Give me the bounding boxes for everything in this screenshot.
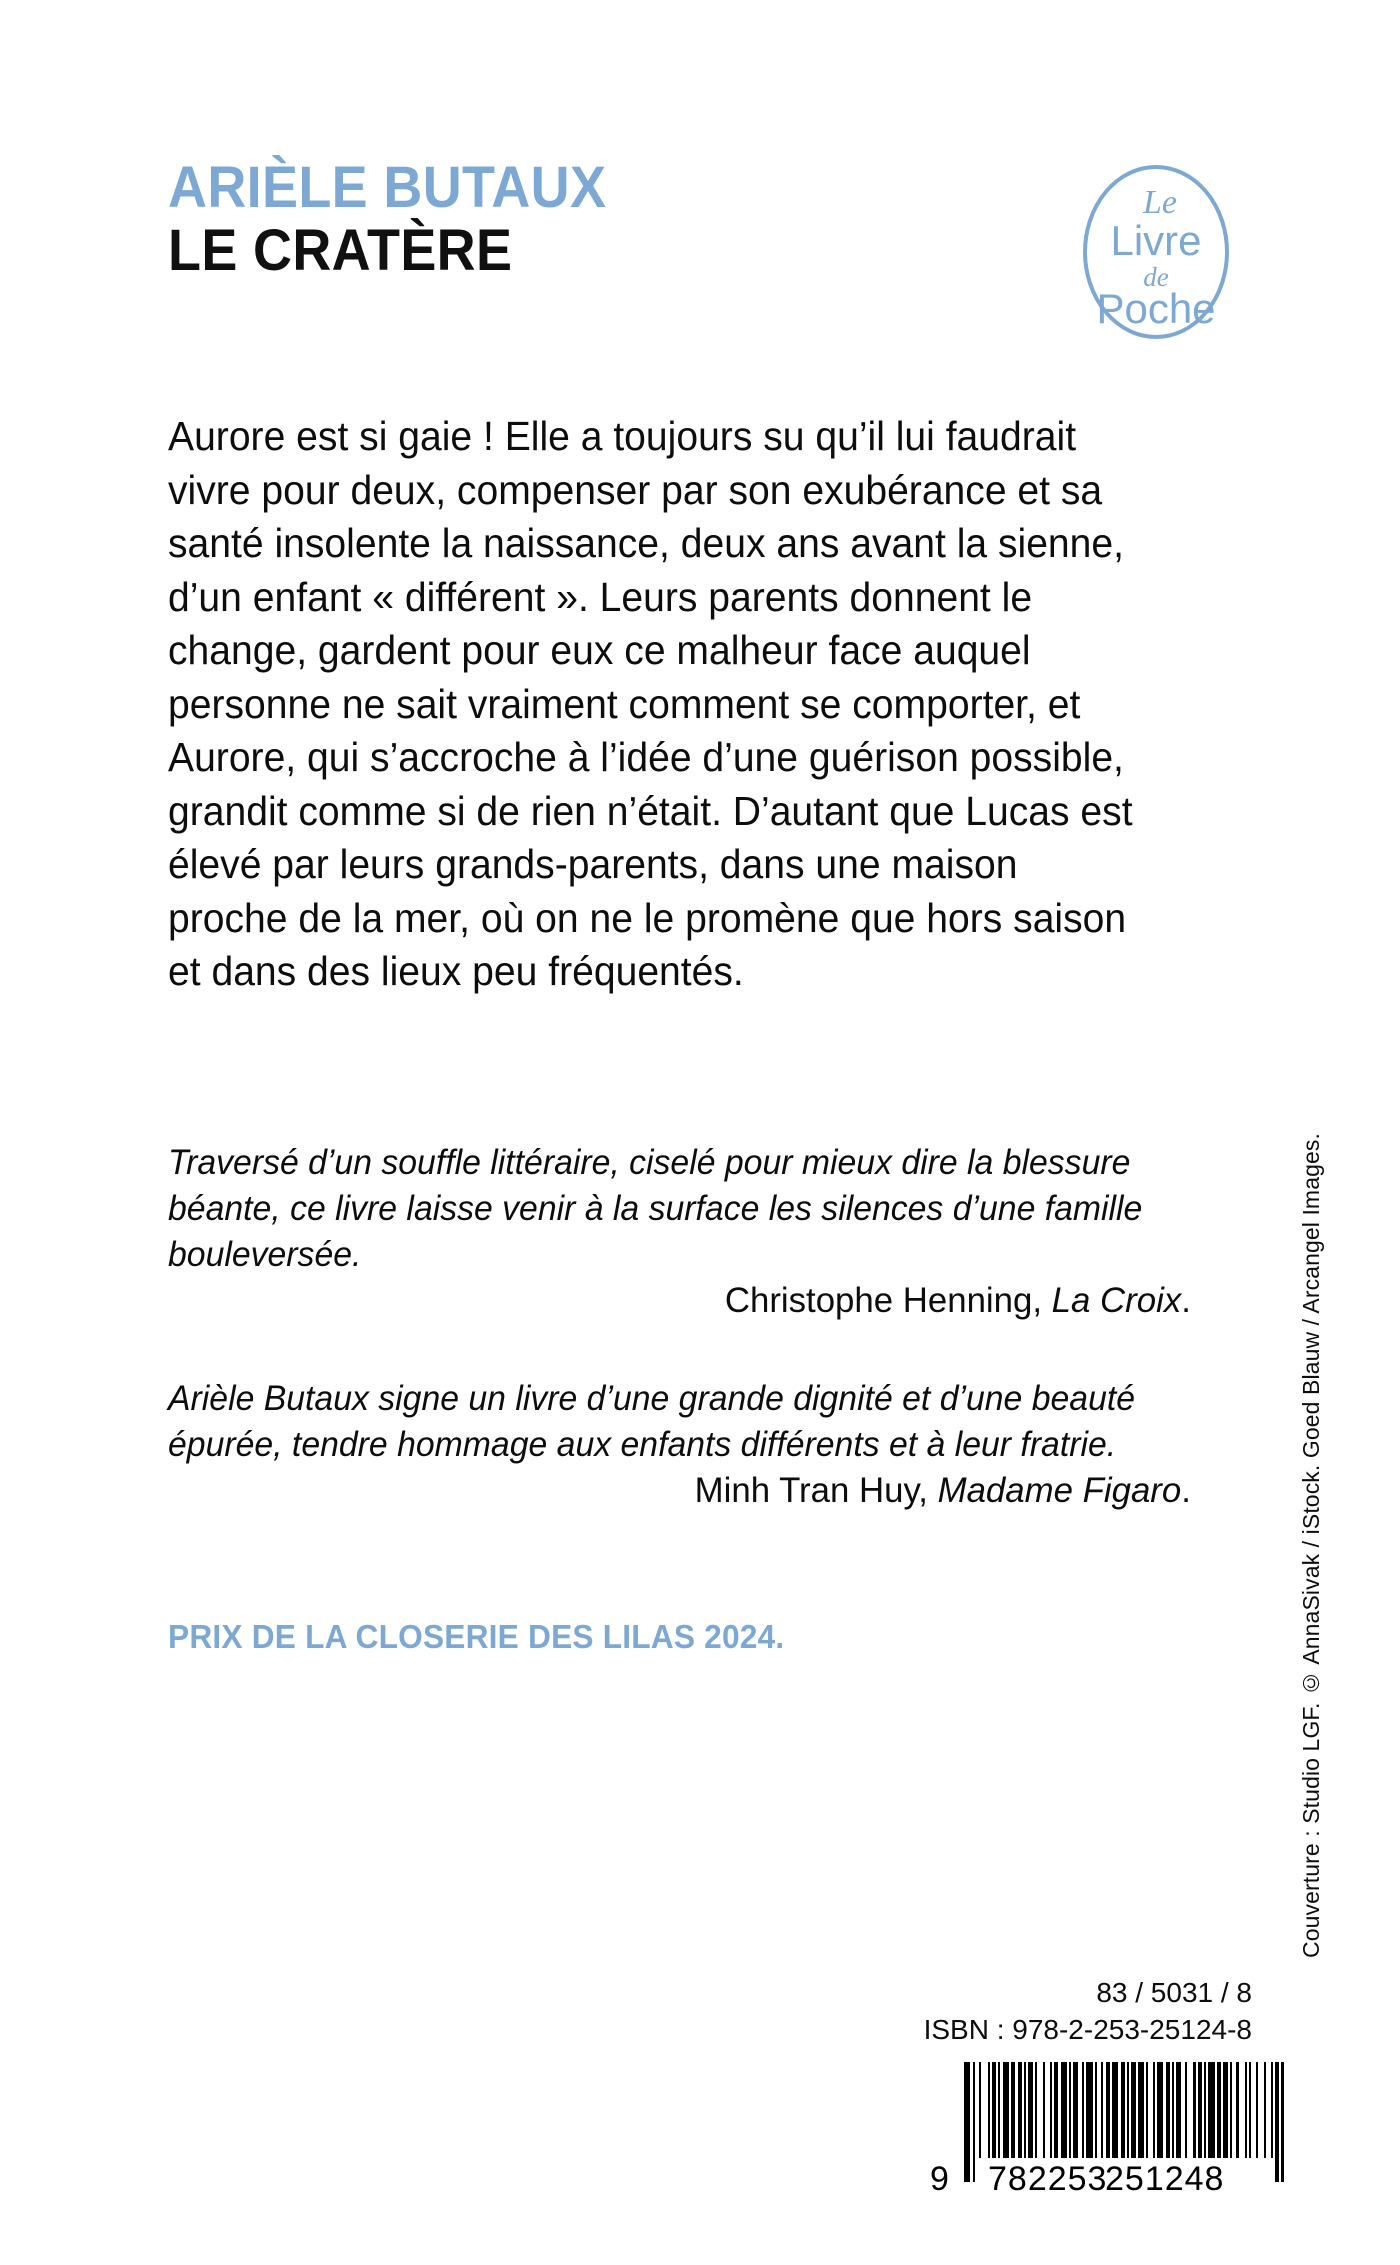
page-title: LE CRATÈRE <box>168 218 513 284</box>
press-quotes <box>168 1140 1191 1566</box>
code-block <box>924 1974 1252 2048</box>
quote-source-suffix: . <box>1181 1281 1191 1320</box>
author-name: ARIÈLE BUTAUX <box>168 155 607 220</box>
isbn-text: ISBN : 978-2-253-25124-8 <box>923 2014 1252 2045</box>
logo-line-livre: Livre <box>1110 217 1202 264</box>
quote-source-name: Minh Tran Huy, <box>694 1471 938 1510</box>
cover-credit: Couverture : Studio LGF. © AnnaSivak / iStock. Goed Blauw / Arcangel Images. <box>1298 1133 1324 1958</box>
blurb-text: Aurore est si gaie ! Elle a toujours su qu’il lui faudrait vivre pour deux, compenser par son exubérance et sa santé insolente la naissance, deux ans avant la sienne, d’un enfant « différent ». Leurs parents donnent le change, gardent pour eux ce malheur face auquel personne ne sait vraiment comment se comporter, et Aurore, qui s’accroche à l’idée d’une guérison possible, grandit comme si de rien n’était. D’autant que Lucas est élevé par leurs grands-parents, dans une maison proche de la mer, où on ne le promène que hors saison et dans des lieux peu fréquentés. <box>168 413 1133 994</box>
product-code: 83 / 5031 / 8 <box>1096 1977 1252 2008</box>
quote-source <box>137 1468 1191 1514</box>
quote-block <box>168 1140 1191 1324</box>
quote-source-suffix: . <box>1181 1471 1191 1510</box>
blurb-section <box>168 410 1143 999</box>
barcode <box>930 2062 1252 2212</box>
prize-label: PRIX DE LA CLOSERIE DES LILAS 2024. <box>168 1618 785 1655</box>
barcode-right-group: 251248 <box>1105 2160 1225 2198</box>
quote-source-name: Christophe Henning, <box>724 1281 1052 1320</box>
logo-line-de: de <box>1143 262 1169 292</box>
logo-line-le: Le <box>1143 184 1177 221</box>
cover-header <box>168 155 728 284</box>
quote-source-publication: Madame Figaro <box>937 1471 1182 1510</box>
quote-text: Arièle Butaux signe un livre d’une grande dignité et d’une beauté épurée, tendre hommage aux enfants différents et à leur fratrie. <box>168 1379 1136 1464</box>
publisher-logo <box>1080 163 1232 341</box>
quote-source <box>137 1278 1191 1324</box>
barcode-left-group: 782253 <box>988 2160 1108 2198</box>
livre-de-poche-oval-icon <box>1080 163 1232 341</box>
quote-source-publication: La Croix <box>1051 1281 1182 1320</box>
barcode-lead-digit: 9 <box>930 2160 950 2198</box>
barcode-digits <box>930 2158 1252 2198</box>
logo-line-poche: Poche <box>1096 285 1216 332</box>
quote-block <box>168 1376 1191 1514</box>
quote-text: Traversé d’un souffle littéraire, ciselé pour mieux dire la blessure béante, ce livre laisse venir à la surface les silences d’une famille bouleversée. <box>168 1143 1143 1274</box>
